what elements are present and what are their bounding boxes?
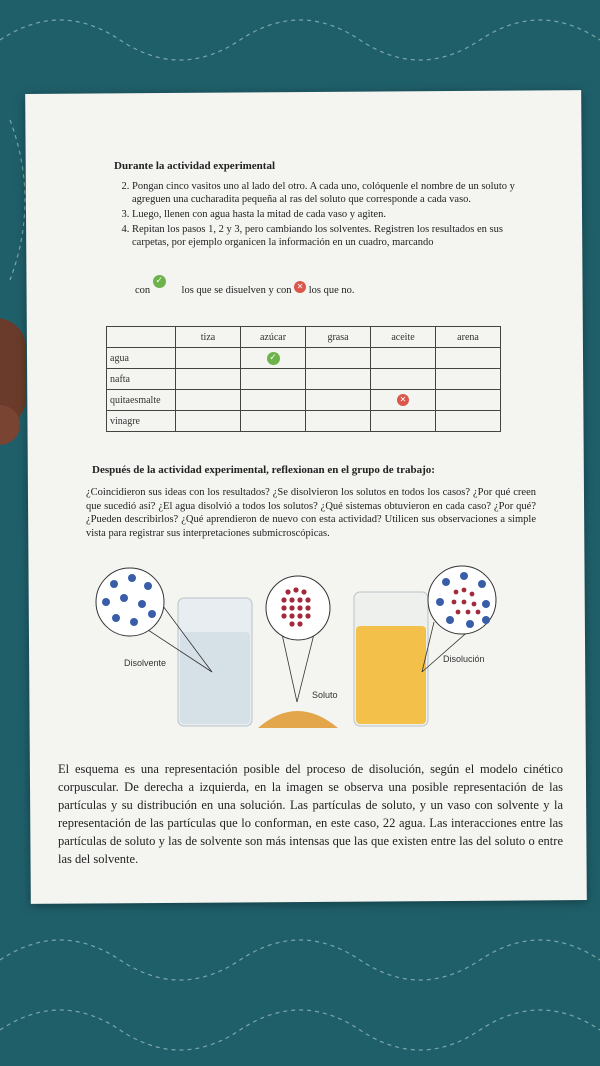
step-4: 4. Repitan los pasos 1, 2 y 3, pero cambiando los solventes. Registren los resultados en sus carpetas, por ejemplo organicen la información en un cuadro, marcando: [132, 223, 519, 249]
dissolution-figure: [92, 562, 532, 742]
table-cell: [371, 348, 436, 369]
row-header: vinagre: [107, 411, 176, 432]
table-cell: [176, 390, 241, 411]
solution-beaker: [354, 592, 428, 726]
solute-pile: [258, 711, 338, 728]
table-cell: [241, 390, 306, 411]
reflection-questions: ¿Coincidieron sus ideas con los resultados? ¿Se disolvieron los solutos en todos los casos? ¿Por qué creen que sucedió así? ¿El agua disolvió a todos los solutos? ¿Qué sistemas obtuvieron en cada caso? ¿Por qué? ¿Pueden describirlos? ¿Qué aprendieron de nuevo con esta actividad? Utilicen sus observaciones a simple vista para registrar sus interpretaciones submicroscópicas.: [86, 487, 536, 539]
steps-list: [114, 180, 519, 251]
table-cell: [371, 390, 436, 411]
table-row: [107, 348, 501, 369]
heading-during: Durante la actividad experimental: [114, 160, 276, 172]
table-cell: [176, 411, 241, 432]
col-header: azúcar: [241, 327, 306, 348]
table-row: [107, 390, 501, 411]
table-cell: [436, 369, 501, 390]
label-solute: Soluto: [312, 690, 338, 700]
cross-icon: ✕: [294, 281, 306, 293]
table-cell: [306, 348, 371, 369]
heading-after: Después de la actividad experimental, reflexionan en el grupo de trabajo:: [92, 464, 435, 476]
table-cell: [306, 369, 371, 390]
table-cell: [241, 348, 306, 369]
col-header: arena: [436, 327, 501, 348]
table-corner: [107, 327, 176, 348]
legend-dissolve: los que se disuelven y con: [181, 285, 292, 296]
table-cell: [306, 390, 371, 411]
table-row: [107, 411, 501, 432]
solvent-beaker: [178, 598, 252, 726]
step-2: 2. Pongan cinco vasitos uno al lado del otro. A cada uno, colóquenle el nombre de un soluto y agreguen una cucharadita pequeña al ras del soluto que corresponde a cada vaso.: [132, 180, 519, 206]
step-3: 3. Luego, llenen con agua hasta la mitad de cada vaso y agiten.: [132, 208, 519, 221]
cross-icon: ✕: [397, 394, 409, 406]
table-cell: [436, 411, 501, 432]
table-cell: [176, 369, 241, 390]
solute-particles-bubble: [266, 576, 330, 702]
col-header: aceite: [371, 327, 436, 348]
table-cell: [371, 411, 436, 432]
legend-line: [135, 276, 435, 298]
table-cell: [241, 411, 306, 432]
row-header: agua: [107, 348, 176, 369]
label-solvent: Disolvente: [124, 658, 167, 668]
row-header: nafta: [107, 369, 176, 390]
table-header-row: [107, 327, 501, 348]
label-solution: Disolución: [443, 654, 485, 664]
table-row: [107, 369, 501, 390]
table-cell: [176, 348, 241, 369]
table-cell: [306, 411, 371, 432]
final-paragraph: El esquema es una representación posible del proceso de disolución, según el modelo cinético corpuscular. De derecha a izquierda, en la imagen se observa una posible representación de las partículas y su distribución en una solución. Las partículas de soluto, y un vaso con solvente y la representación de las partículas que lo conforman, en este caso, 22 agua. Las interacciones entre las partículas de soluto y las de solvente son más intensas que las que existen entre las del soluto o entre las del solvente.: [58, 762, 563, 866]
check-icon: ✓: [267, 352, 280, 365]
legend-con: con: [135, 285, 151, 296]
col-header: grasa: [306, 327, 371, 348]
col-header: tiza: [176, 327, 241, 348]
row-header: quitaesmalte: [107, 390, 176, 411]
table-cell: [371, 369, 436, 390]
results-table: [106, 326, 501, 432]
table-cell: [436, 348, 501, 369]
table-cell: [241, 369, 306, 390]
legend-no: los que no.: [308, 285, 355, 296]
table-cell: [436, 390, 501, 411]
check-icon: ✓: [153, 275, 166, 288]
